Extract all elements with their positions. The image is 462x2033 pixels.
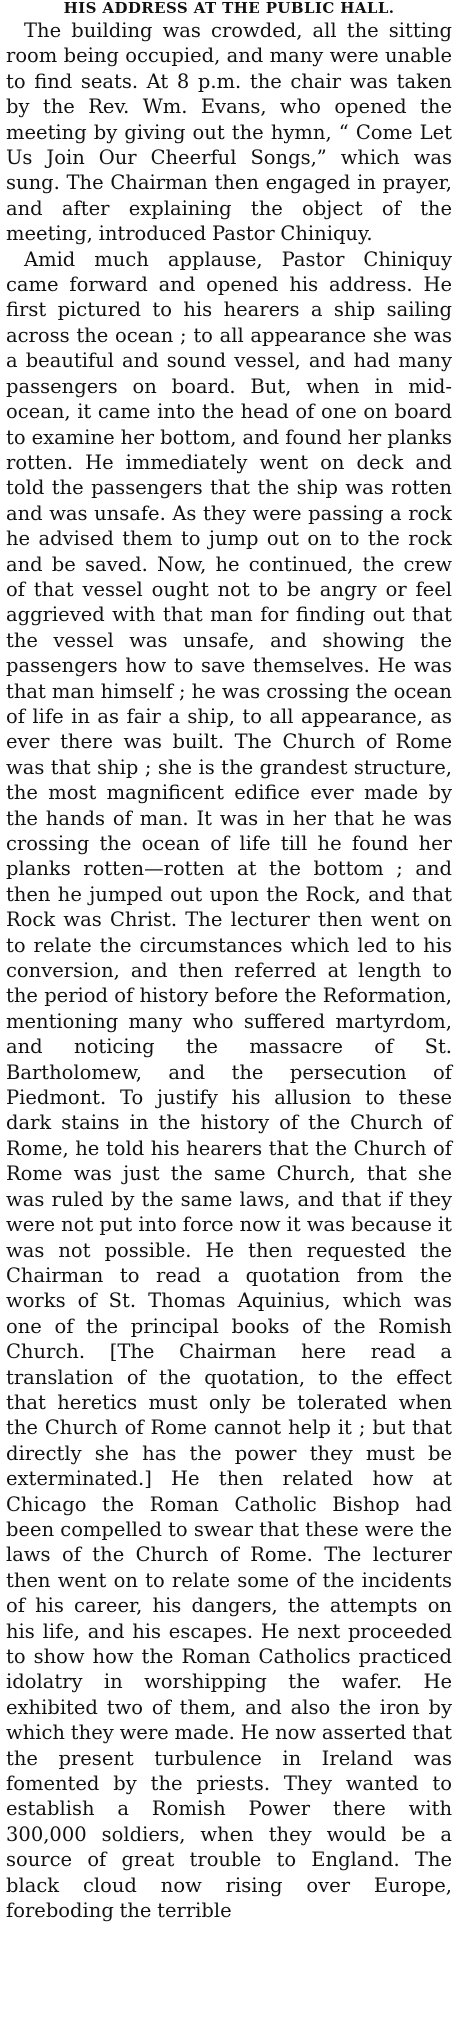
section-heading: HIS ADDRESS AT THE PUBLIC HALL. [63,0,395,17]
article-paragraph: The building was crowded, all the sitting room being occupied, and many were unable to find seats. At 8 p.m. the chair was taken by the Rev. Wm. Evans, who opened the meeting by giving out the hymn, “ Come Let Us Join Our Cheerful Songs,” which was sung. The Chairman then engaged in prayer, and after explaining the object of the meeting, introduced Pastor Chiniquy. [6,19,452,246]
article-paragraph: Amid much applause, Pastor Chiniquy came forward and opened his address. He first pictured to his hearers a ship sailing across the ocean ; to all appearance she was a beautiful and sound vessel, and had many passengers on board. But, when in mid-ocean, it came into the head of one on board to examine her bottom, and found her planks rotten. He immediately went on deck and told the passengers that the ship was rotten and was unsafe. As they were passing a rock he advised them to jump out on to the rock and be saved. Now, he continued, the crew of that vessel ought not to be angry or feel aggrieved with that man for finding out that the vessel was unsafe, and showing the passengers how to save themselves. He was that man himself ; he was crossing the ocean of life in as fair a ship, to all appearance, as ever there was built. The Church of Rome was that ship ; she is the grandest structure, the most magnificent edifice ever made by the hands of man. It was in her that he was crossing the ocean of life till he found her planks rotten—rotten at the bottom ; and then he jumped out upon the Rock, and that Rock was Christ. The lecturer then went on to relate the circumstances which led to his conversion, and then referred at length to the period of history before the Reformation, mentioning many who suffered martyrdom, and noticing the massacre of St. Bartholomew, and the persecution of Piedmont. To justify his allusion to these dark stains in the history of the Church of Rome, he told his hearers that the Church of Rome was just the same Church, that she was ruled by the same laws, and that if they were not put into force now it was because it was not possible. He then requested the Chairman to read a quotation from the works of St. Thomas Aquinius, which was one of the principal books of the Romish Church. [The Chairman here read a translation of the quotation, to the effect that heretics must only be tolerated when the Church of Rome cannot help it ; but that directly she has the power they must be exterminated.] He then related how at Chicago the Roman Catholic Bishop had been compelled to swear that these were the laws of the Church of Rome. The lecturer then went on to relate some of the incidents of his career, his dangers, the attempts on his life, and his escapes. He next proceeded to show how the Roman Catholics practiced idolatry in worshipping the wafer. He exhibited two of them, and also the iron by which they were made. He now asserted that the present turbulence in Ireland was fomented by the priests. They wanted to establish a Romish Power there with 300,000 soldiers, when they would be a source of great trouble to England. The black cloud now rising over Europe, foreboding the terrible [6,247,452,1923]
